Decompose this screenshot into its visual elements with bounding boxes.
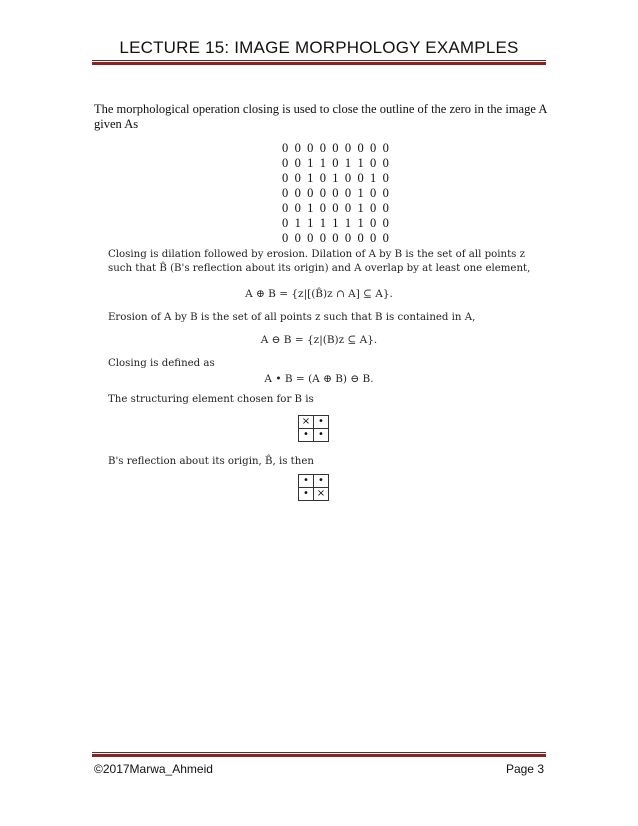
erosion-equation: A ⊖ B = {z|(B)z ⊆ A}.	[260, 334, 378, 346]
grid-cell: •	[314, 429, 329, 442]
structuring-element-b-hat	[298, 474, 329, 501]
matrix-row: 0 1 1 1 1 1 1 0 0	[282, 216, 391, 230]
page-header-title: LECTURE 15: IMAGE MORPHOLOGY EXAMPLES	[119, 38, 519, 57]
grid-cell: •	[299, 429, 314, 442]
grid-cell-origin: ×	[314, 488, 329, 501]
matrix-row: 0 0 0 0 0 0 0 0 0	[282, 141, 391, 155]
closing-definition: Closing is dilation followed by erosion. Dilation of A by B is the set of all points z such that B̂ (B's reflection about its origin) and A overlap by at least one element,	[108, 249, 531, 274]
grid-cell: •	[299, 488, 314, 501]
footer-page-number: Page 3	[505, 762, 544, 776]
footer-rule	[92, 752, 546, 757]
reflection-label: B's reflection about its origin, B̂, is then	[108, 456, 314, 467]
header-rule	[92, 60, 546, 65]
footer-copyright: ©2017Marwa_Ahmeid	[94, 762, 213, 776]
matrix-row: 0 0 1 0 1 0 0 1 0	[282, 171, 391, 185]
dilation-equation: A ⊕ B = {z|[(B̂)z ∩ A] ⊆ A}.	[245, 288, 393, 300]
matrix-row: 0 0 1 1 0 1 1 0 0	[282, 156, 391, 170]
matrix-row: 0 0 0 0 0 0 0 0 0	[282, 231, 391, 245]
erosion-definition: Erosion of A by B is the set of all points z such that B is contained in A,	[108, 312, 476, 323]
closing-label: Closing is defined as	[108, 358, 215, 369]
intro-paragraph: The morphological operation closing is used to close the outline of the zero in the image A given As	[94, 102, 547, 131]
closing-equation: A • B = (A ⊕ B) ⊖ B.	[264, 373, 374, 385]
grid-cell: •	[314, 416, 329, 429]
grid-cell: •	[314, 475, 329, 488]
image-matrix	[282, 141, 390, 246]
structuring-element-b	[298, 415, 329, 442]
matrix-row: 0 0 0 0 0 0 1 0 0	[282, 186, 391, 200]
matrix-row: 0 0 1 0 0 0 1 0 0	[282, 201, 391, 215]
grid-cell: •	[299, 475, 314, 488]
structuring-element-label: The structuring element chosen for B is	[108, 394, 314, 405]
grid-cell-origin: ×	[299, 416, 314, 429]
